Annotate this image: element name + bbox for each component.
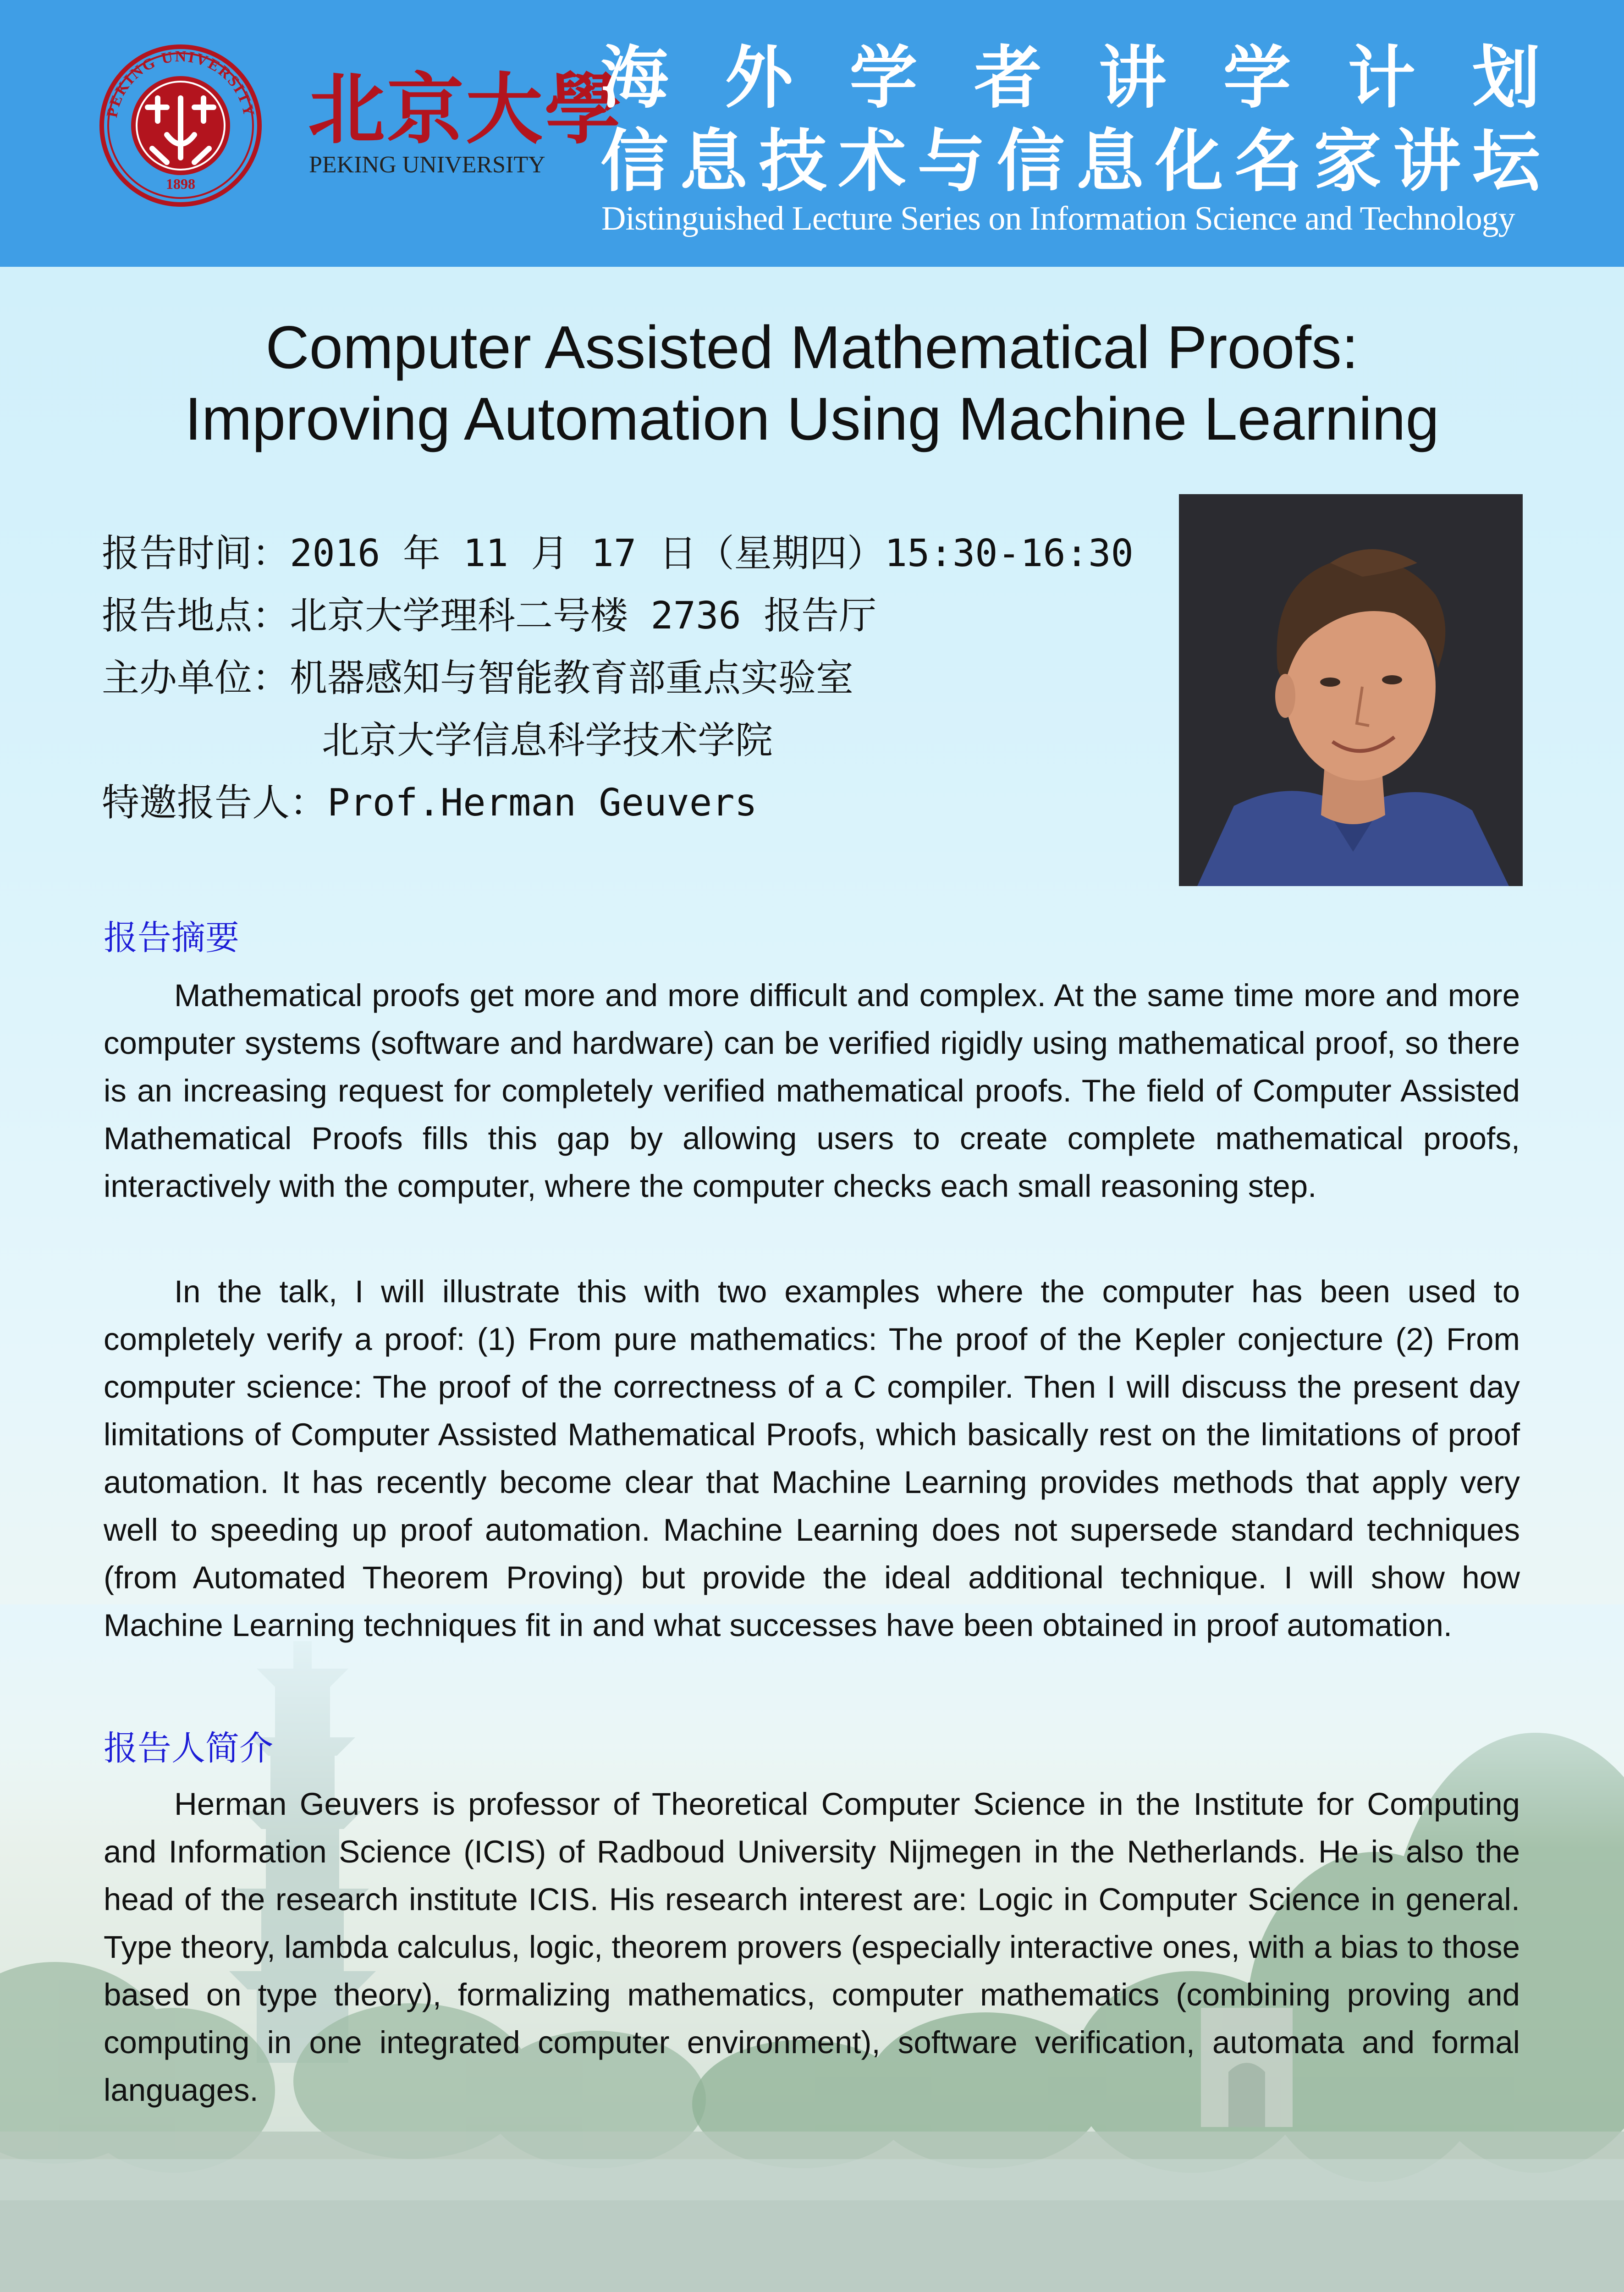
abstract-paragraph-1: Mathematical proofs get more and more difficult and complex. At the same time more and more computer systems (software and hardware) can be verified rigidly using mathematical proof, so there is an increasing request for completely verified mathematical proofs. The field of Computer Assisted Mathematical Proofs fills this gap by allowing users to create complete mathematical proofs, interactively with the computer, where the computer checks each small reasoning step. <box>104 978 1520 1204</box>
program-title-char: 技 <box>759 122 827 201</box>
lecture-title-line1: Computer Assisted Mathematical Proofs: <box>265 314 1359 381</box>
program-title-char: 信 <box>996 122 1065 201</box>
seal-year: 1898 <box>166 176 195 192</box>
program-title-char: 术 <box>838 122 906 201</box>
program-title-char: 信 <box>600 122 668 201</box>
program-title-char: 海 <box>600 39 668 117</box>
program-title-char: 者 <box>974 39 1042 117</box>
seal-arc-text: PEKING UNIVERSITY <box>104 48 258 119</box>
lecture-organizer-2 <box>102 710 1156 772</box>
lecture-speaker: 特邀报告人：Prof.Herman Geuvers <box>102 781 757 825</box>
bio-paragraph: Herman Geuvers is professor of Theoretical Computer Science in the Institute for Computing and Information Science (ICIS) of Radboud University Nijmegen in the Netherlands. He is also the head of the research institute ICIS. His research interest are: Logic in Computer Science in general. Type theory, lambda calculus, logic, theorem provers (especially interactive ones, with a bias to those based on type theory), formalizing mathematics, computer mathematics (combining proving and computing in one integrated computer environment), software verification, automata and formal languages. <box>104 1786 1520 2108</box>
program-title-char: 外 <box>725 39 793 117</box>
program-title-char: 家 <box>1314 122 1382 201</box>
bio-heading: 报告人简介 <box>104 1729 273 1768</box>
brand-english-name: PEKING UNIVERSITY <box>309 152 545 178</box>
program-title-char: 息 <box>1076 122 1144 201</box>
lecture-organizer <box>102 647 1156 710</box>
program-title-char: 名 <box>1234 122 1303 201</box>
program-title-char: 讲 <box>1098 39 1167 117</box>
program-title-line1 <box>600 37 1540 119</box>
brand-chinese-name: 北京大學 <box>308 64 623 154</box>
lecture-place: 报告地点：北京大学理科二号楼 2736 报告厅 <box>102 594 877 638</box>
program-title-char: 学 <box>849 39 918 117</box>
program-title-char: 化 <box>1155 122 1223 201</box>
lecture-title-line2: Improving Automation Using Machine Learning <box>185 385 1439 452</box>
program-title-char: 讲 <box>1393 122 1461 201</box>
lecture-title <box>0 312 1624 455</box>
program-title-char: 坛 <box>1472 122 1540 201</box>
lecture-info <box>102 523 1156 834</box>
lecture-time: 报告时间：2016 年 11 月 17 日（星期四）15:30-16:30 <box>102 532 1134 575</box>
program-title-char: 计 <box>1348 39 1416 117</box>
program-title-line2 <box>600 120 1540 203</box>
abstract-heading: 报告摘要 <box>104 918 239 958</box>
program-title-char: 划 <box>1472 39 1540 117</box>
program-title-char: 学 <box>1223 39 1291 117</box>
speaker-photo <box>1179 494 1523 886</box>
header-banner <box>0 0 1624 267</box>
organizer-label: 主办单位： <box>102 656 290 700</box>
organizer-1: 机器感知与智能教育部重点实验室 <box>290 656 854 700</box>
peking-university-seal-logo <box>98 43 263 208</box>
program-title-char: 与 <box>917 122 985 201</box>
program-title-char: 息 <box>679 122 748 201</box>
series-english-title: Distinguished Lecture Series on Information Science and Technology <box>601 200 1515 237</box>
abstract-paragraph-2: In the talk, I will illustrate this with two examples where the computer has been used to completely verify a proof: (1) From pure mathematics: The proof of the Kepler conjecture (2) From computer science: The proof of the correctness of a C compiler. Then I will discuss the present day limitations of Computer Assisted Mathematical Proofs, which basically rest on the limitations of proof automation. It has recently become clear that Machine Learning provides methods that apply very well to speeding up proof automation. Machine Learning does not supersede standard techniques (from Automated Theorem Proving) but provide the ideal additional technique. I will show how Machine Learning techniques fit in and what successes have been obtained in proof automation. <box>104 1274 1520 1643</box>
organizer-2: 北京大学信息科学技术学院 <box>322 719 773 762</box>
